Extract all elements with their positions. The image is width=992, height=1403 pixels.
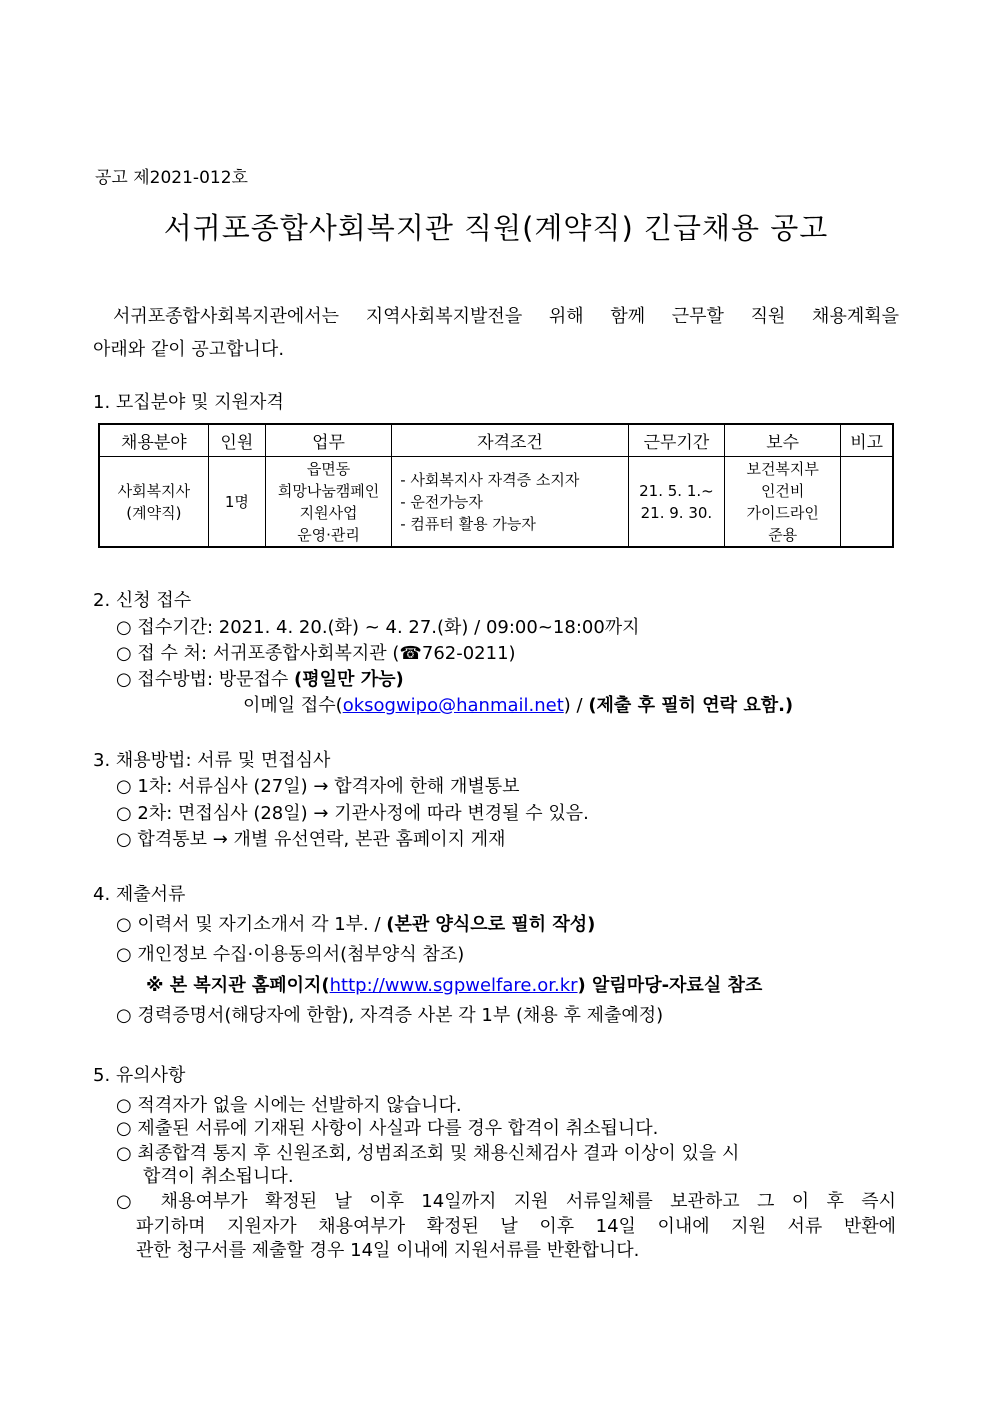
doc-item-2: ○ 개인정보 수집·이용동의서(첨부양식 참조) xyxy=(116,944,465,965)
email-prefix: 이메일 접수( xyxy=(243,695,343,716)
email-suffix: ) / xyxy=(563,695,589,716)
cell-line: 사회복지사 xyxy=(117,481,191,500)
cell-line: 보건복지부 xyxy=(746,459,819,478)
cell-line: - 운전가능자 xyxy=(400,492,483,511)
homepage-link[interactable]: http://www.sgpwelfare.or.kr xyxy=(329,975,578,996)
table-header-cell: 근무기간 xyxy=(628,424,724,457)
homepage-note xyxy=(146,971,762,997)
cell-duty xyxy=(265,457,391,548)
cell-line: 21. 5. 1.~ xyxy=(639,481,714,500)
caution-item-cont: 관한 청구서를 제출할 경우 14일 이내에 지원서류를 반환합니다. xyxy=(136,1240,640,1261)
table-row xyxy=(99,457,893,548)
caution-item-cont: 합격이 취소됩니다. xyxy=(143,1166,294,1187)
cell-period xyxy=(628,457,724,548)
table-header-cell: 업무 xyxy=(265,424,391,457)
cell-field xyxy=(99,457,208,548)
section4-heading: 4. 제출서류 xyxy=(93,884,186,905)
recruitment-table xyxy=(98,423,894,548)
cell-line: - 사회복지사 자격증 소지자 xyxy=(400,470,580,489)
table-header-cell: 비고 xyxy=(841,424,893,457)
apply-method-text: ○ 접수방법: 방문접수 xyxy=(116,669,295,690)
cell-line: 읍면동 xyxy=(306,459,351,478)
list-item: ○ 합격통보 → 개별 유선연락, 본관 홈페이지 게재 xyxy=(116,829,506,850)
section1-heading: 1. 모집분야 및 지원자격 xyxy=(93,392,284,413)
apply-email xyxy=(243,691,793,717)
cell-line: 지원사업 xyxy=(299,503,358,522)
apply-place: ○ 접 수 처: 서귀포종합사회복지관 (☎762-0211) xyxy=(116,643,516,664)
cell-line: - 컴퓨터 활용 가능자 xyxy=(400,514,536,533)
cell-line: 운영·관리 xyxy=(297,525,360,544)
homepage-note-prefix: ※ 본 복지관 홈페이지( xyxy=(146,975,330,996)
cell-line: 준용 xyxy=(768,525,798,544)
intro-paragraph xyxy=(93,300,899,366)
table-header-cell: 자격조건 xyxy=(392,424,629,457)
intro-line-1: 서귀포종합사회복지관에서는 지역사회복지발전을 위해 함께 근무할 직원 채용계획을 xyxy=(113,306,899,327)
table-header-cell: 보수 xyxy=(725,424,841,457)
notice-number: 공고 제2021-012호 xyxy=(95,168,248,188)
cell-note xyxy=(841,457,893,548)
caution-line: ○ 채용여부가 확정된 날 이후 14일까지 지원 서류일체를 보관하고 그 이 후 즉시 xyxy=(116,1191,896,1212)
doc-item-text: ○ 이력서 및 자기소개서 각 1부. / xyxy=(116,914,387,935)
caution-item-cont xyxy=(136,1212,896,1238)
cell-line: (계약직) xyxy=(126,503,182,522)
caution-item: ○ 제출된 서류에 기재된 사항이 사실과 다를 경우 합격이 취소됩니다. xyxy=(116,1118,659,1139)
cell-line: 가이드라인 xyxy=(746,503,819,522)
page-title: 서귀포종합사회복지관 직원(계약직) 긴급채용 공고 xyxy=(163,211,829,245)
apply-period: ○ 접수기간: 2021. 4. 20.(화) ~ 4. 27.(화) / 09:00~18:00까지 xyxy=(116,617,640,638)
intro-line-2: 아래와 같이 공고합니다. xyxy=(93,339,285,360)
table-header-cell: 채용분야 xyxy=(99,424,208,457)
caution-item: ○ 적격자가 없을 시에는 선발하지 않습니다. xyxy=(116,1095,462,1116)
list-item: ○ 1차: 서류심사 (27일) → 합격자에 한해 개별통보 xyxy=(116,776,520,797)
doc-item-3: ○ 경력증명서(해당자에 한함), 자격증 사본 각 1부 (채용 후 제출예정) xyxy=(116,1005,664,1026)
homepage-note-suffix: ) 알림마당-자료실 참조 xyxy=(577,975,763,996)
section5-heading: 5. 유의사항 xyxy=(93,1065,186,1086)
cell-line: 희망나눔캠페인 xyxy=(277,481,380,500)
table-header-row xyxy=(99,424,893,457)
doc-item-note: (본관 양식으로 필히 작성) xyxy=(386,914,596,935)
apply-method xyxy=(116,665,404,691)
cell-line: 21. 9. 30. xyxy=(640,503,713,522)
cell-qualifications xyxy=(392,457,629,548)
table-header-cell: 인원 xyxy=(208,424,265,457)
cell-line: 인건비 xyxy=(760,481,805,500)
caution-item: ○ 최종합격 통지 후 신원조회, 성범죄조회 및 채용신체검사 결과 이상이 있을 시 xyxy=(116,1143,740,1164)
caution-line: 파기하며 지원자가 채용여부가 확정된 날 이후 14일 이내에 지원 서류 반환에 xyxy=(136,1216,896,1237)
apply-method-note: (평일만 가능) xyxy=(294,669,404,690)
section2-heading: 2. 신청 접수 xyxy=(93,590,192,611)
cell-count: 1명 xyxy=(208,457,265,548)
email-link[interactable]: oksogwipo@hanmail.net xyxy=(342,695,564,716)
section3-heading: 3. 채용방법: 서류 및 면접심사 xyxy=(93,750,331,771)
list-item: ○ 2차: 면접심사 (28일) → 기관사정에 따라 변경될 수 있음. xyxy=(116,803,589,824)
cell-pay xyxy=(725,457,841,548)
email-note: (제출 후 필히 연락 요함.) xyxy=(588,695,794,716)
doc-item-1 xyxy=(116,910,595,936)
caution-item xyxy=(116,1187,896,1213)
